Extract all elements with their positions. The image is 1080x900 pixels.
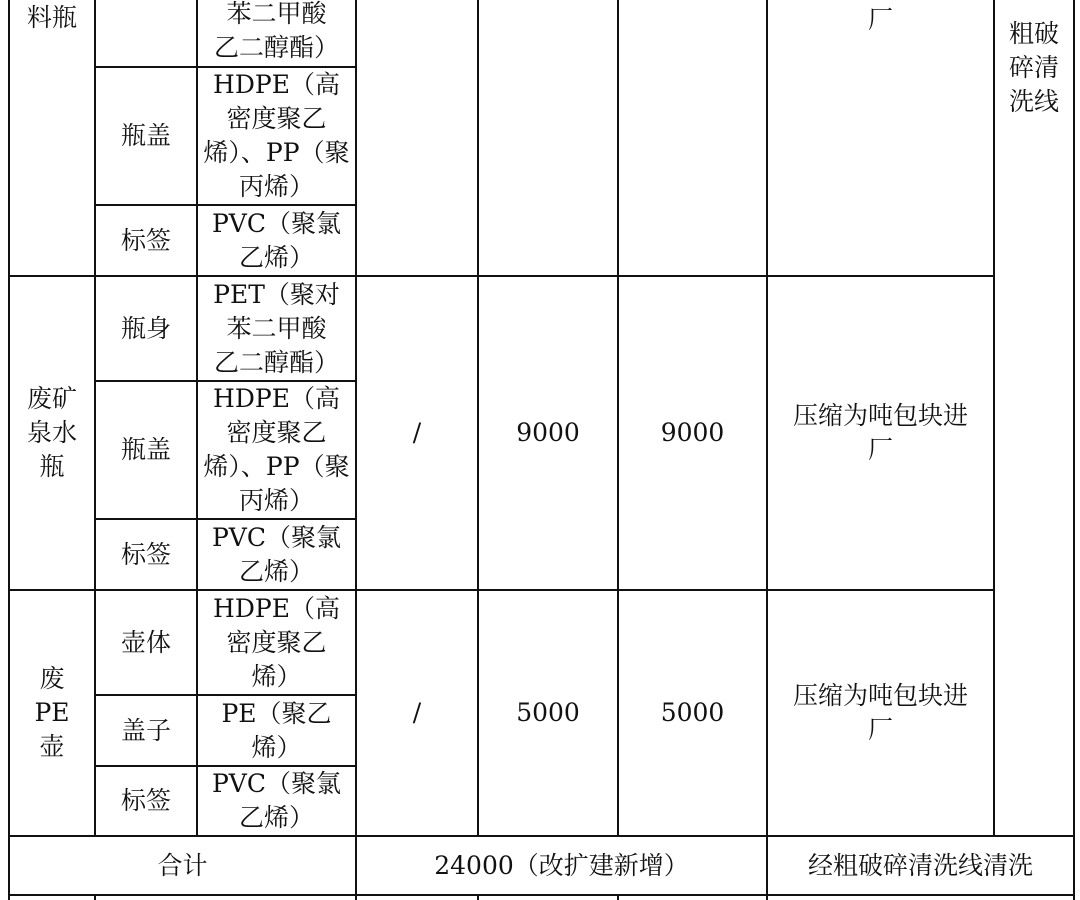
existing-amount-cell: / bbox=[412, 418, 422, 447]
category-cell: 废 PE 壶 bbox=[34, 664, 70, 761]
new-amount-cell: 5000 bbox=[516, 698, 580, 727]
component-cell: 瓶盖 bbox=[120, 121, 171, 150]
material-cell: 苯二甲酸 乙二醇酯） bbox=[213, 0, 339, 62]
total-amount-cell: 9000 bbox=[660, 418, 725, 447]
component-cell: 盖子 bbox=[120, 715, 171, 745]
column-divider bbox=[94, 894, 96, 900]
processing-cell: 压缩为吨包块进 厂 bbox=[792, 681, 968, 744]
component-cell: 标签 bbox=[120, 539, 171, 569]
material-cell: HDPE（高 密度聚乙 烯）、PP（聚 丙烯） bbox=[203, 384, 350, 515]
material-cell: PVC（聚氯 乙烯） bbox=[211, 769, 341, 832]
total-label-cell: 合计 bbox=[157, 850, 208, 880]
column-divider bbox=[477, 894, 479, 900]
new-amount-cell: 9000 bbox=[516, 418, 580, 447]
material-cell: PE（聚乙 烯） bbox=[221, 698, 332, 762]
material-cell: PVC（聚氯 乙烯） bbox=[211, 208, 341, 272]
component-cell: 标签 bbox=[120, 786, 171, 815]
material-cell: PET（聚对 苯二甲酸 乙二醇酯） bbox=[213, 279, 340, 377]
process-line-cell: 粗破 碎清 洗线 bbox=[1008, 19, 1059, 116]
component-cell: 瓶盖 bbox=[120, 435, 171, 464]
material-cell: PVC（聚氯 乙烯） bbox=[211, 522, 341, 586]
column-divider bbox=[617, 894, 619, 900]
component-cell: 瓶身 bbox=[120, 313, 171, 343]
total-processing-cell: 经粗破碎清洗线清洗 bbox=[807, 850, 1033, 880]
category-cell: 料瓶 bbox=[26, 3, 77, 32]
component-cell: 标签 bbox=[120, 225, 171, 255]
row-divider bbox=[8, 894, 1074, 896]
total-amount-summary-cell: 24000（改扩建新增） bbox=[434, 850, 689, 880]
material-cell: HDPE（高 密度聚乙 烯） bbox=[213, 593, 340, 691]
category-cell: 废矿 泉水 瓶 bbox=[26, 384, 77, 481]
column-divider bbox=[1073, 0, 1075, 900]
processing-cell: 厂 bbox=[867, 5, 893, 34]
processing-cell: 压缩为吨包块进 厂 bbox=[792, 401, 968, 464]
existing-amount-cell: / bbox=[412, 698, 422, 727]
total-amount-cell: 5000 bbox=[660, 698, 725, 727]
component-cell: 壶体 bbox=[120, 627, 171, 657]
material-cell: HDPE（高 密度聚乙 烯）、PP（聚 丙烯） bbox=[203, 70, 350, 201]
